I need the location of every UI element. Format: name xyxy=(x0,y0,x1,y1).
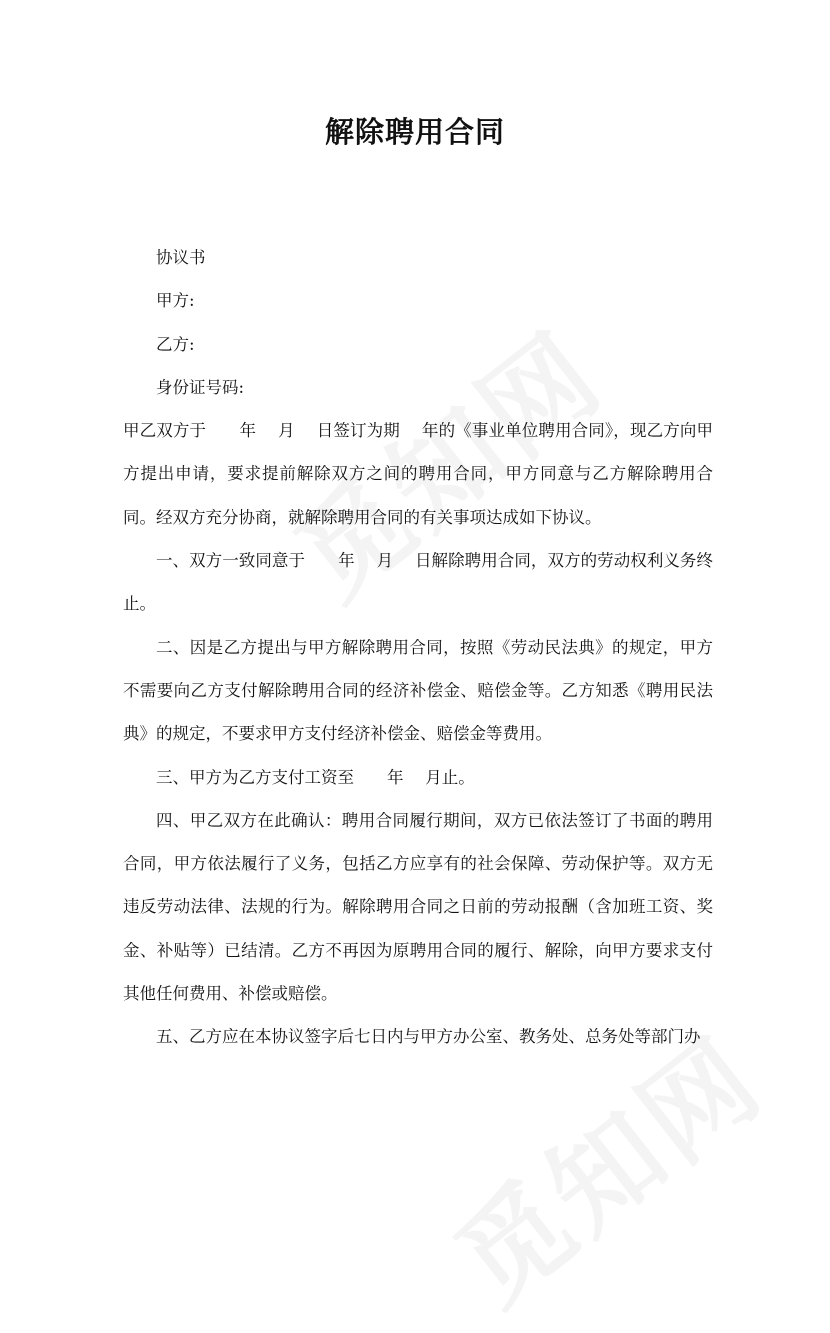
clause-4: 四、甲乙双方在此确认：聘用合同履行期间，双方已依法签订了书面的聘用合同，甲方依法履行了义务，包括乙方应享有的社会保障、劳动保护等。双方无违反劳动法律、法规的行为。解除聘用合同之日前的劳动报酬（含加班工资、奖金、补贴等）已结清。乙方不再因为原聘用合同的履行、解除，向甲方要求支付其他任何费用、补偿或赔偿。 xyxy=(123,810,713,1004)
id-number-line: 身份证号码: xyxy=(156,377,245,397)
clause-5: 五、乙方应在本协议签字后七日内与甲方办公室、教务处、总务处等部门办 xyxy=(156,1027,701,1047)
party-a-line: 甲方: xyxy=(156,291,195,311)
document-title: 解除聘用合同 xyxy=(324,115,505,149)
clause-3: 三、甲方为乙方支付工资至 年 月止。 xyxy=(156,767,475,787)
clause-2: 二、因是乙方提出与甲方解除聘用合同，按照《劳动民法典》的规定，甲方不需要向乙方支付解除聘用合同的经济补偿金、赔偿金等。乙方知悉《聘用民法典》的规定，不要求甲方支付经济补偿金、赔偿金等费用。 xyxy=(123,637,713,744)
party-b-line: 乙方: xyxy=(156,334,195,354)
clause-1: 一、双方一致同意于 年 月 日解除聘用合同，双方的劳动权利义务终止。 xyxy=(123,551,713,614)
agreement-label: 协议书 xyxy=(156,248,206,267)
document-body xyxy=(123,236,713,1059)
preamble-paragraph: 甲乙双方于 年 月 日签订为期 年的《事业单位聘用合同》，现乙方向甲方提出申请，要求提前解除双方之间的聘用合同，甲方同意与乙方解除聘用合同。经双方充分协商，就解除聘用合同的有关事项达成如下协议。 xyxy=(123,421,713,527)
